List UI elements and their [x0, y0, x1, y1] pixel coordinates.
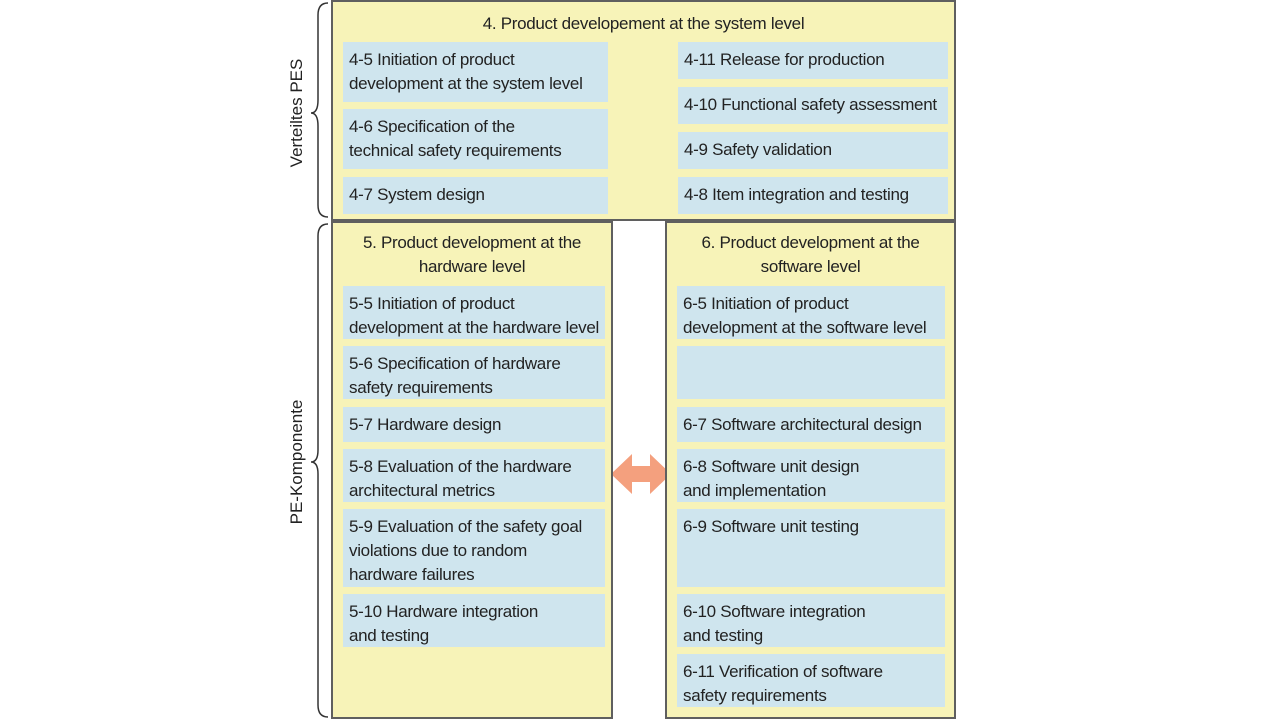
box-5-9: 5-9 Evaluation of the safety goal violations due to random hardware failures: [343, 509, 605, 587]
side-label-pe-komponente: PE-Komponente: [287, 399, 306, 525]
box-6-6-empty: [677, 346, 945, 399]
box-5-10: 5-10 Hardware integration and testing: [343, 594, 605, 647]
box-5-6: 5-6 Specification of hardware safety requirements: [343, 346, 605, 399]
box-4-7: 4-7 System design: [343, 177, 608, 214]
box-4-9: 4-9 Safety validation: [678, 132, 948, 169]
box-6-9: 6-9 Software unit testing: [677, 509, 945, 587]
lower-brace: [311, 224, 328, 717]
box-6-8: 6-8 Software unit design and implementation: [677, 449, 945, 502]
hardware-level-panel: [331, 221, 613, 719]
box-6-7: 6-7 Software architectural design: [677, 407, 945, 442]
hardware-level-title: 5. Product development at the hardware level: [362, 233, 582, 276]
box-5-5: 5-5 Initiation of product development at the hardware level: [343, 286, 605, 339]
upper-brace: [311, 3, 328, 217]
side-label-verteiltes-pes: Verteiltes PES: [287, 58, 306, 168]
box-4-6: 4-6 Specification of the technical safety requirements: [343, 109, 608, 169]
box-5-8: 5-8 Evaluation of the hardware architectural metrics: [343, 449, 605, 502]
box-6-10: 6-10 Software integration and testing: [677, 594, 945, 647]
box-4-11: 4-11 Release for production: [678, 42, 948, 79]
box-4-10: 4-10 Functional safety assessment: [678, 87, 948, 124]
system-level-panel: [331, 0, 956, 221]
box-6-11: 6-11 Verification of software safety requirements: [677, 654, 945, 707]
software-level-panel: [665, 221, 956, 719]
box-6-5: 6-5 Initiation of product development at the software level: [677, 286, 945, 339]
box-4-5: 4-5 Initiation of product development at the system level: [343, 42, 608, 102]
box-4-8: 4-8 Item integration and testing: [678, 177, 948, 214]
box-5-7: 5-7 Hardware design: [343, 407, 605, 442]
software-level-title: 6. Product development at the software level: [701, 233, 920, 276]
double-arrow-icon: [611, 454, 671, 494]
system-level-title: 4. Product developement at the system level: [482, 14, 805, 33]
